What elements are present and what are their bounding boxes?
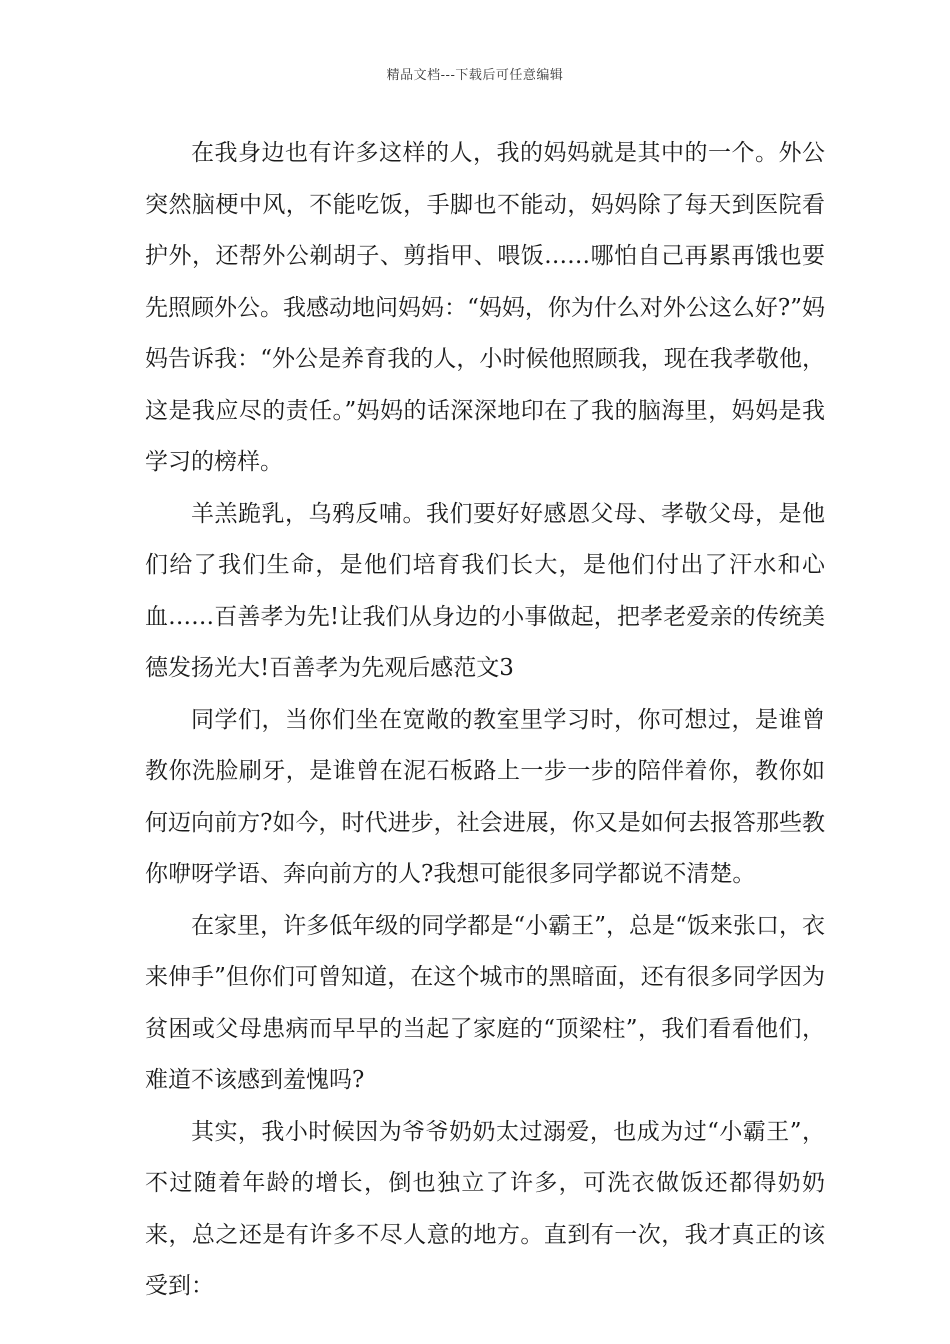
paragraph-5: 其实，我小时候因为爷爷奶奶太过溺爱，也成为过“小霸王”，不过随着年龄的增长，倒也独立了许多，可洗衣做饭还都得奶奶来，总之还是有许多不尽人意的地方。直到有一次，我才真正的该受到： [145,1118,825,1299]
paragraph-2: 羊羔跪乳，乌鸦反哺。我们要好好感恩父母、孝敬父母，是他们给了我们生命，是他们培育我们长大，是他们付出了汗水和心血……百善孝为先!让我们从身边的小事做起，把孝老爱亲的传统美德发扬光大!百善孝为先观后感范文3 [145,500,825,681]
document-body [145,128,825,1313]
paragraph-3: 同学们，当你们坐在宽敞的教室里学习时，你可想过，是谁曾教你洗脸刷牙，是谁曾在泥石板路上一步一步的陪伴着你，教你如何迈向前方?如今，时代进步，社会进展，你又是如何去报答那些教你咿呀学语、奔向前方的人?我想可能很多同学都说不清楚。 [145,706,825,887]
page-header: 精品文档---下载后可任意编辑 [386,68,564,83]
paragraph-4: 在家里，许多低年级的同学都是“小霸王”，总是“饭来张口，衣来伸手”但你们可曾知道，在这个城市的黑暗面，还有很多同学因为贫困或父母患病而早早的当起了家庭的“顶梁柱”，我们看看他们，难道不该感到羞愧吗? [145,912,825,1093]
paragraph-1: 在我身边也有许多这样的人，我的妈妈就是其中的一个。外公突然脑梗中风，不能吃饭，手脚也不能动，妈妈除了每天到医院看护外，还帮外公剃胡子、剪指甲、喂饭……哪怕自己再累再饿也要先照顾外公。我感动地问妈妈：“妈妈，你为什么对外公这么好?”妈妈告诉我：“外公是养育我的人，小时候他照顾我，现在我孝敬他，这是我应尽的责任。”妈妈的话深深地印在了我的脑海里，妈妈是我学习的榜样。 [145,140,825,475]
